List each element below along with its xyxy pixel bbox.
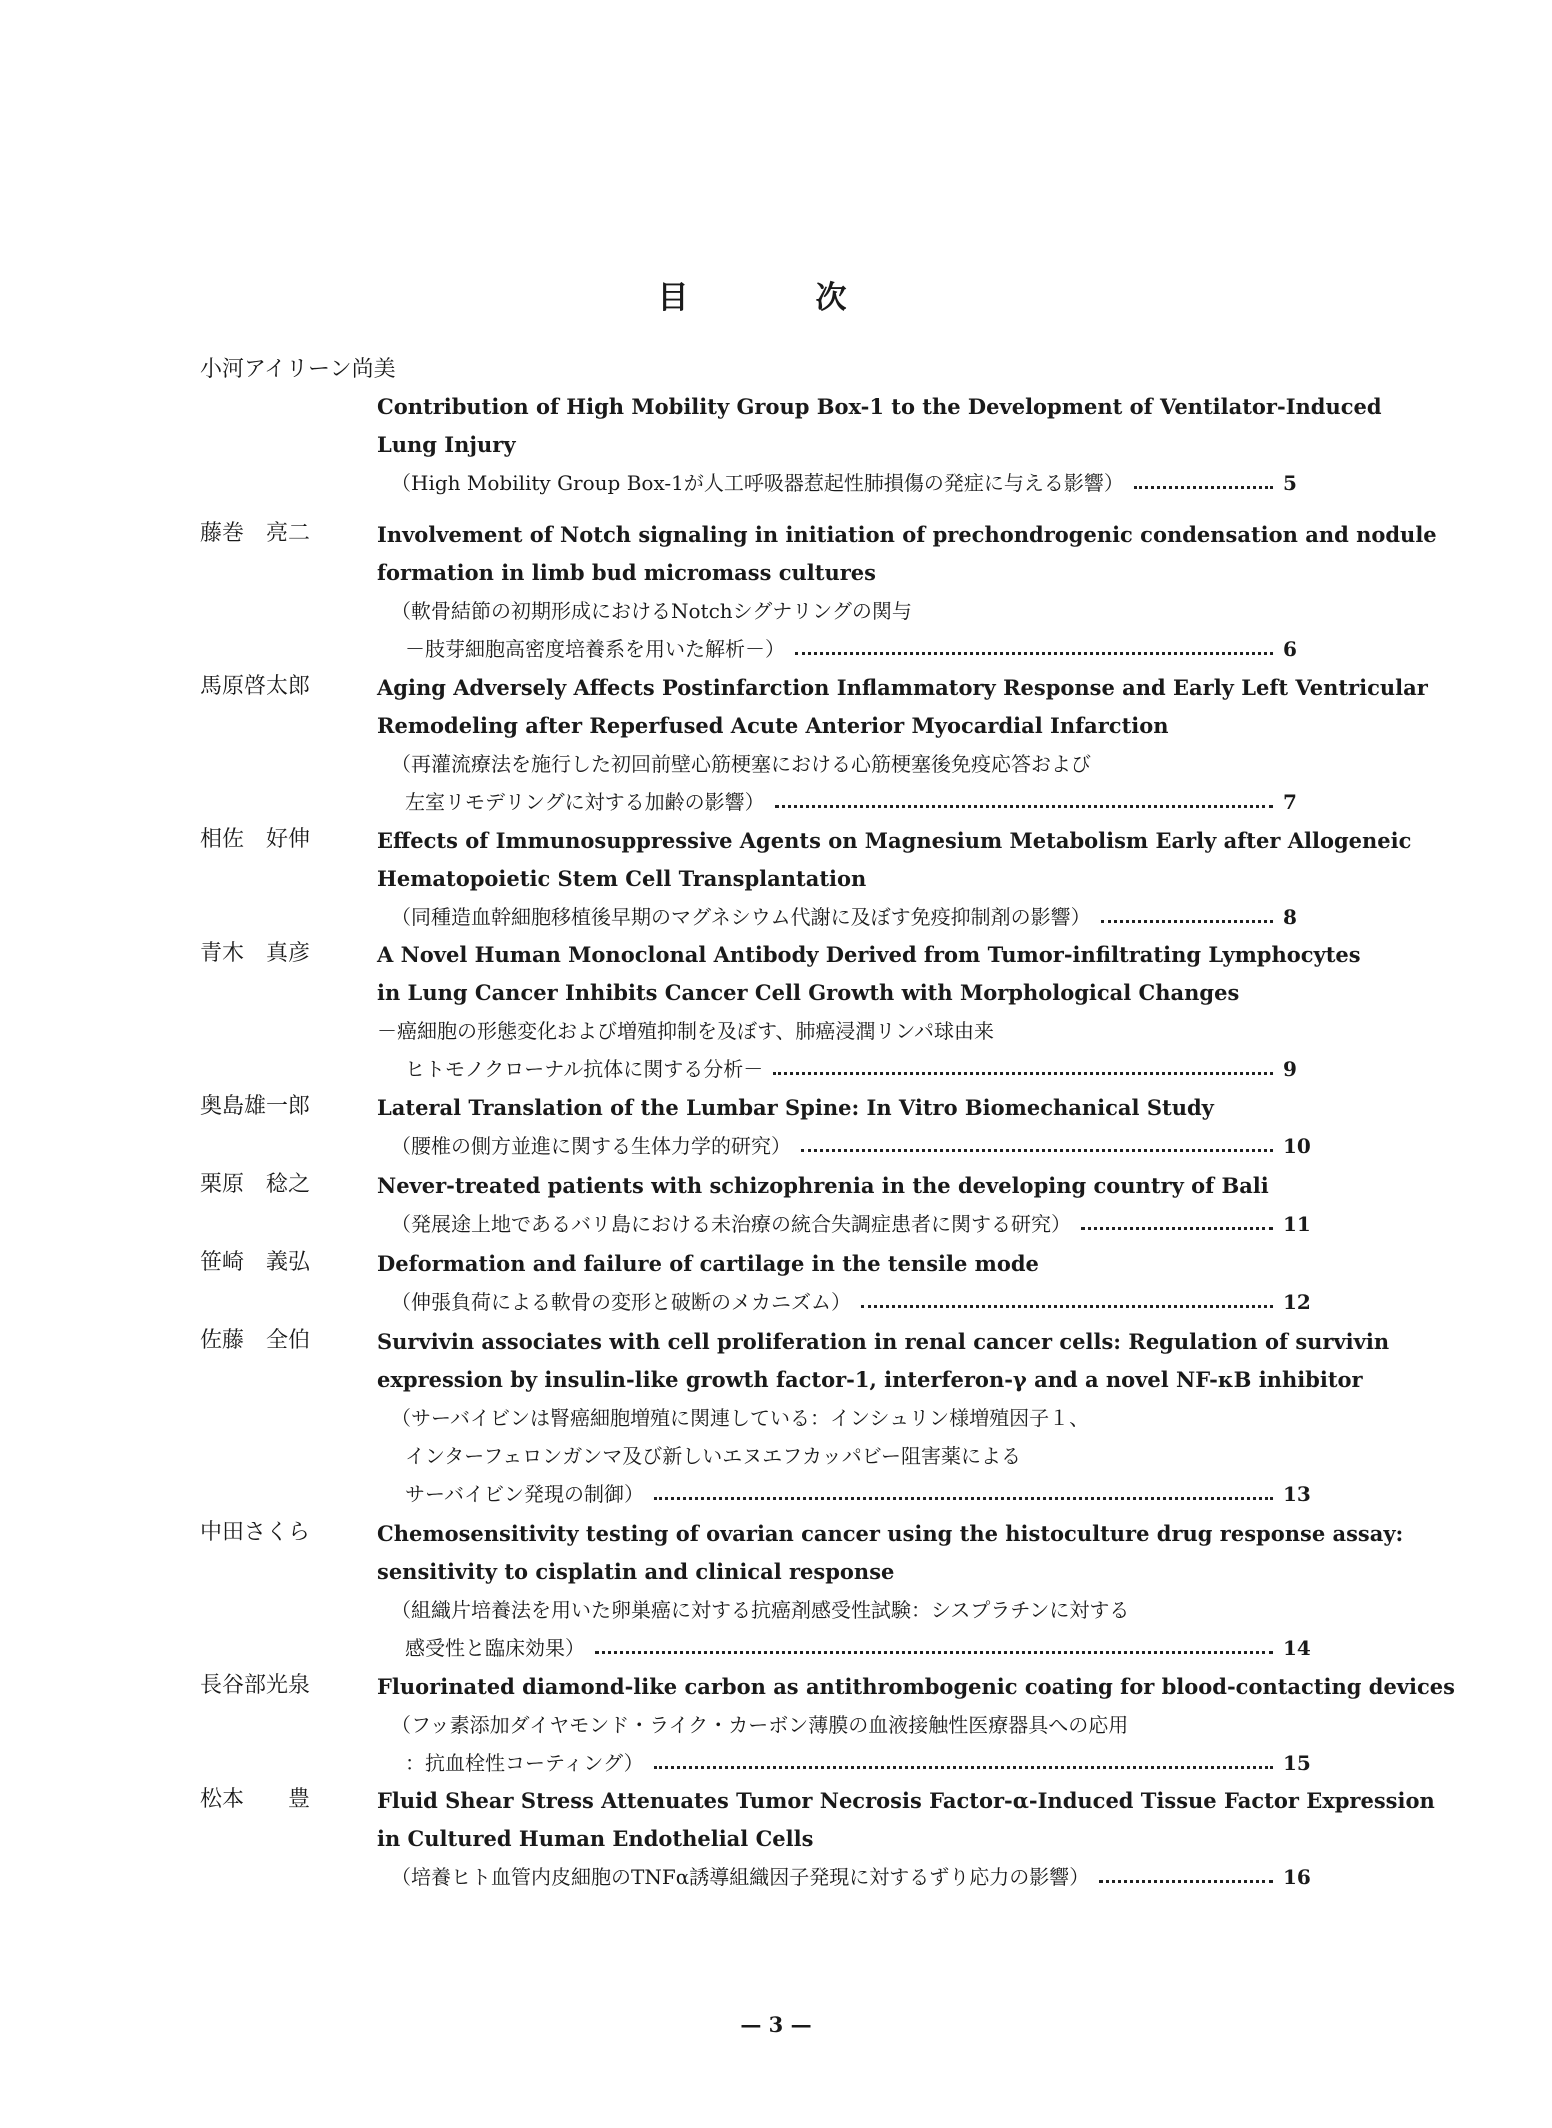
toc-last-line [377, 1050, 1317, 1088]
toc-title-en: Deformation and failure of cartilage in the tensile mode [377, 1251, 1039, 1276]
toc-last-line [377, 1205, 1317, 1243]
toc-author: 佐藤 全伯 [200, 1328, 311, 1353]
toc-title-en: Contribution of High Mobility Group Box-1 to the Development of Ventilator-Induced [377, 394, 1382, 419]
toc-title-en: expression by insulin-like growth factor-1, interferon-γ and a novel NF-κB inhibitor [377, 1367, 1363, 1392]
dot-leader [775, 805, 1273, 808]
toc-title-ja: 感受性と臨床効果） [405, 1636, 585, 1660]
toc-title-en: Never-treated patients with schizophrenia in the developing country of Bali [377, 1173, 1269, 1198]
toc-author: 笹崎 義弘 [200, 1250, 311, 1275]
toc-last-line [377, 630, 1317, 668]
toc-title-ja: （High Mobility Group Box-1が人工呼吸器惹起性肺損傷の発症に与える影響） [391, 471, 1124, 495]
toc-author: 栗原 稔之 [200, 1172, 311, 1197]
toc-last-line [377, 783, 1317, 821]
toc-author: 藤巻 亮二 [200, 521, 311, 546]
toc-title-en: Fluid Shear Stress Attenuates Tumor Necrosis Factor-α-Induced Tissue Factor Expression [377, 1788, 1435, 1813]
page-number-footer: — 3 — [740, 2012, 812, 2037]
toc-title-ja: （同種造血幹細胞移植後早期のマグネシウム代謝に及ぼす免疫抑制剤の影響） [391, 905, 1091, 929]
toc-page-number: 8 [1283, 905, 1297, 929]
toc-last-line [377, 1744, 1317, 1782]
toc-page-number: 12 [1283, 1290, 1311, 1314]
toc-title-ja: ヒトモノクローナル抗体に関する分析－ [405, 1057, 764, 1081]
toc-page-number: 13 [1283, 1482, 1311, 1506]
toc-author: 馬原啓太郎 [200, 674, 311, 699]
dot-leader [654, 1497, 1273, 1500]
toc-title-en: Aging Adversely Affects Postinfarction Inflammatory Response and Early Left Ventricular [377, 675, 1428, 700]
toc-last-line [377, 1858, 1317, 1896]
toc-title-ja: （培養ヒト血管内皮細胞のTNFα誘導組織因子発現に対するずり応力の影響） [391, 1865, 1090, 1889]
dot-leader [773, 1072, 1273, 1075]
toc-last-line [377, 1475, 1317, 1513]
toc-title-en: Chemosensitivity testing of ovarian cancer using the histoculture drug response assay: [377, 1521, 1404, 1546]
toc-last-line [377, 898, 1317, 936]
toc-title-en: Effects of Immunosuppressive Agents on Magnesium Metabolism Early after Allogeneic [377, 828, 1412, 853]
dot-leader [861, 1305, 1273, 1308]
toc-page-number: 6 [1283, 637, 1297, 661]
toc-title-en: in Lung Cancer Inhibits Cancer Cell Growth with Morphological Changes [377, 980, 1240, 1005]
toc-author: 相佐 好伸 [200, 827, 311, 852]
toc-page-number: 10 [1283, 1134, 1311, 1158]
toc-title-ja: （フッ素添加ダイヤモンド・ライク・カーボン薄膜の血液接触性医療器具への応用 [391, 1713, 1129, 1737]
toc-page-number: 11 [1283, 1212, 1311, 1236]
toc-title-en: in Cultured Human Endothelial Cells [377, 1826, 814, 1851]
toc-page-number: 9 [1283, 1057, 1297, 1081]
toc-title-ja: サーバイビン発現の制御） [405, 1482, 644, 1506]
toc-title-ja: （サーバイビンは腎癌細胞増殖に関連している：インシュリン様増殖因子１、 [391, 1406, 1090, 1430]
toc-title-ja: 左室リモデリングに対する加齢の影響） [405, 790, 765, 814]
toc-title-en: Lateral Translation of the Lumbar Spine: In Vitro Biomechanical Study [377, 1095, 1214, 1120]
toc-last-line [377, 1629, 1317, 1667]
toc-title-ja: （再灌流療法を施行した初回前壁心筋梗塞における心筋梗塞後免疫応答および [391, 752, 1091, 776]
toc-author: 中田さくら [200, 1520, 311, 1545]
toc-author: 長谷部光泉 [200, 1673, 311, 1698]
toc-page-number: 15 [1283, 1751, 1311, 1775]
toc-title-en: Survivin associates with cell proliferation in renal cancer cells: Regulation of survivin [377, 1329, 1390, 1354]
toc-page-number: 14 [1283, 1636, 1311, 1660]
toc-title-en: formation in limb bud micromass cultures [377, 560, 876, 585]
toc-author: 奥島雄一郎 [200, 1094, 311, 1119]
dot-leader [654, 1766, 1273, 1769]
toc-last-line [377, 1127, 1317, 1165]
toc-last-line [377, 1283, 1317, 1321]
toc-title-ja: （発展途上地であるバリ島における未治療の統合失調症患者に関する研究） [391, 1212, 1071, 1236]
page-title: 目 次 [657, 280, 895, 316]
toc-author: 青木 真彦 [200, 941, 311, 966]
toc-title-ja: ：抗血栓性コーティング） [405, 1751, 644, 1775]
toc-title-ja: （組織片培養法を用いた卵巣癌に対する抗癌剤感受性試験：シスプラチンに対する [391, 1598, 1130, 1622]
dot-leader [1134, 486, 1273, 489]
toc-title-ja: インターフェロンガンマ及び新しいエヌエフカッパビー阻害薬による [405, 1444, 1021, 1468]
toc-author: 小河アイリーン尚美 [200, 357, 396, 382]
toc-page-number: 5 [1283, 471, 1297, 495]
dot-leader [801, 1149, 1273, 1152]
dot-leader [1101, 920, 1273, 923]
dot-leader [1099, 1880, 1273, 1883]
dot-leader [595, 1651, 1273, 1654]
toc-last-line [377, 464, 1317, 502]
toc-author: 松本 豊 [200, 1787, 311, 1812]
toc-title-en: Remodeling after Reperfused Acute Anterior Myocardial Infarction [377, 713, 1169, 738]
toc-title-ja: －癌細胞の形態変化および増殖抑制を及ぼす、肺癌浸潤リンパ球由来 [377, 1019, 994, 1043]
toc-title-ja: （伸張負荷による軟骨の変形と破断のメカニズム） [391, 1290, 851, 1314]
toc-title-ja: （軟骨結節の初期形成におけるNotchシグナリングの関与 [391, 599, 912, 623]
toc-title-en: Lung Injury [377, 432, 516, 457]
toc-title-ja: （腰椎の側方並進に関する生体力学的研究） [391, 1134, 791, 1158]
dot-leader [795, 652, 1273, 655]
toc-title-en: Fluorinated diamond-like carbon as antithrombogenic coating for blood-contacting devices [377, 1674, 1455, 1699]
toc-title-en: A Novel Human Monoclonal Antibody Derived from Tumor-infiltrating Lymphocytes [377, 942, 1361, 967]
toc-page-number: 7 [1283, 790, 1297, 814]
toc-title-en: Involvement of Notch signaling in initiation of prechondrogenic condensation and nodule [377, 522, 1437, 547]
toc-page-number: 16 [1283, 1865, 1311, 1889]
toc-title-ja: －肢芽細胞高密度培養系を用いた解析－） [405, 637, 785, 661]
toc-title-en: sensitivity to cisplatin and clinical response [377, 1559, 895, 1584]
toc-title-en: Hematopoietic Stem Cell Transplantation [377, 866, 867, 891]
dot-leader [1081, 1227, 1273, 1230]
